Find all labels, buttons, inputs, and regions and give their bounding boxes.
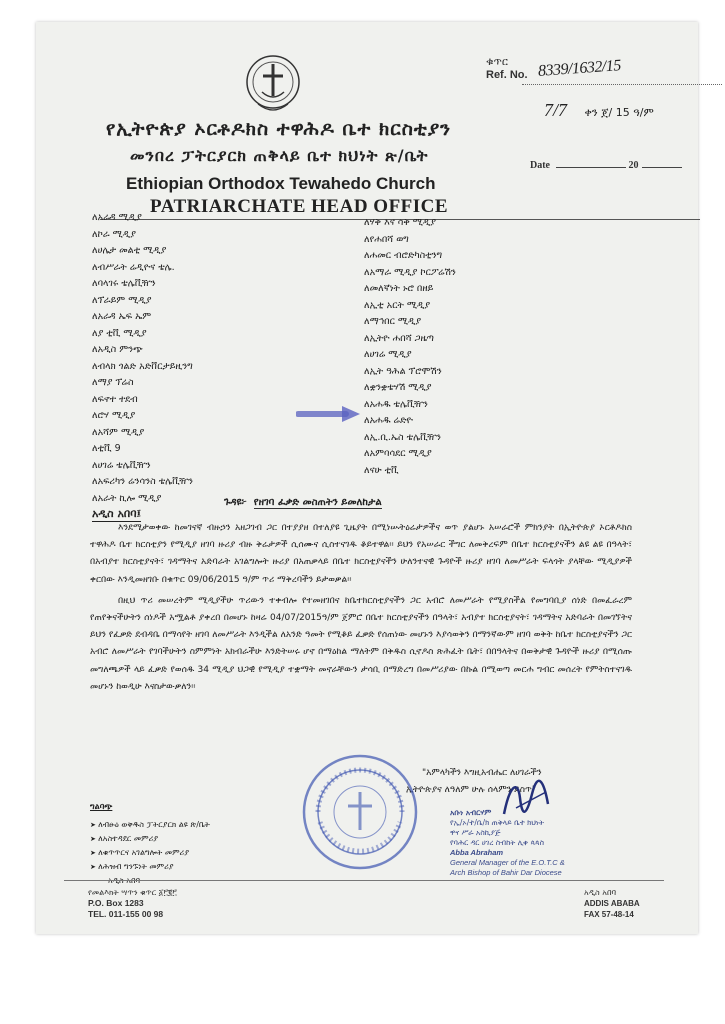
footer-address [584, 888, 640, 920]
recipient-item: ለማያ ፕሬስ [92, 377, 134, 388]
date-en-label: Date [530, 160, 550, 171]
subject-line [224, 497, 382, 508]
signatory-title-am: የባሕር ዳር ሀገረ ስብከት ሊቀ ጳጳስ [450, 838, 545, 847]
recipient-item: ለኢት ዓሕል ፕሮሞሽን [364, 365, 442, 377]
cc-label: ግልባጭ [90, 802, 113, 811]
recipient-item: ለአዲስ ምንጭ [92, 344, 143, 355]
subject-label: ጉዳዩ፦ [224, 497, 247, 508]
signatory-name-en: Abba Abraham [450, 848, 504, 857]
recipient-item: ለባላገሩ ቴሌቪዥን [92, 278, 156, 289]
recipient-item: ለየሐበሻ ወግ [364, 233, 409, 245]
cc-item: ➤ ለአስተዳደር መምሪያ [90, 832, 210, 846]
header-am-line2: መንበረ ፓትርያርክ ጠቅላይ ቤተ ክህነት ጽ/ቤት [130, 146, 429, 165]
signatory-title-am: የኢ/ኦ/ተ/ቤ/ክ ጠቅላይ ቤተ ክህነት [450, 818, 544, 827]
recipient-item: ለሀሌታ መልቲ ሚዲያ [92, 245, 167, 256]
footer-rule [64, 880, 664, 881]
recipient-item: ለብሥራት ሬዲዮና ቴሌ. [92, 261, 175, 273]
body-paragraph: እንደሚታወቀው ከመገናኛ ብዙኃን አዘጋገብ ጋር በተያያዘ በተለያዩ ጊዜያት በሚነሡትዕሬታዎችና ወጥ ያልሆኑ አሠራሮች ምክንያት በኢትዮጵያ ኦርቶዶክስ ተዋሕዶ ቤተ ክርስቲያን የሚዲያ ዘገባ ዙሪያ ብዙ ቅሬታዎች ሲሰሙና ሲስተናገዱ ቆይተዋል፡፡ ይህን የአሠራር ችግር ለመቅረፍም በቤተ ክርስቲያናችን ልዩ ልዩ በዓላት፣ በአብያተ ክርስቲያናት፣ ገዳማትና አድባራት አገልግሎት ዙሪያ በአጠቃላይ በቤተ ክርስቲያናችን ሁለንተናዊ ጉዳዮች ዙሪያ ዘገባ ለመሥራት ፍላጎት ያላቸው ሚዲያዎች ቀርበው እንዲመዘገቡ በቁጥር 09/06/2015 ዓ/ም ጥሪ ማቅረባችን ይታወቃል፡፡ [90, 523, 632, 585]
recipient-item: ለአሐዱ ሬድዮ [364, 415, 413, 426]
city-addis-ababa: አዲስ አበባ፤ [92, 507, 142, 520]
footer-city-am: አዲስ አበባ [584, 888, 617, 897]
recipients-right [364, 215, 456, 479]
arrow-pointer-icon [296, 404, 362, 424]
date-en-year: 20 [628, 160, 639, 171]
signature-block [450, 808, 565, 878]
recipient-item: ለአራዳ ሚዲያ [92, 212, 142, 223]
recipients-left [92, 210, 193, 524]
recipient-item: ለማኅበር ሚዲያ [364, 316, 422, 327]
signatory-title-en: General Manager of the E.O.T.C & [450, 858, 565, 867]
recipient-item: ለአራዳ ኤፍ ኤም [92, 311, 152, 322]
header-am-line1: የኢትዮጵያ ኦርቶዶክስ ተዋሕዶ ቤተ ክርስቲያን [106, 118, 452, 140]
recipient-item: ለኢ.ቢ.ኤስ ቴሌቪዥን [364, 431, 441, 443]
signatory-title-en: Arch Bishop of Bahir Dar Diocese [450, 868, 562, 877]
recipient-item: ለአፍሪካን ሬንሳንስ ቴሌቪዥን [92, 476, 193, 487]
recipient-item: ለመለኛነት ኑሮ በዘይ [364, 283, 434, 294]
signatory-title-am: ዋና ሥራ አስኪያጅ [450, 828, 501, 837]
signatory-name-am: አቡነ አብርሃም [450, 808, 492, 817]
recipient-item: ለያ ቲቪ ሚዲያ [92, 327, 147, 339]
recipient-item: ለሀገሬ ቴሌቪዥን [92, 459, 151, 471]
body-paragraph: በዚህ ጥሪ መሠረትም ሚዲያችሁ ጥሪውን ተቀብሎ የተመዘገበና ከቤተክርስቲያናችን ጋር አብሮ ለመሥራት የሚያስችል የመግባቢያ ሰነድ በመፈራረም የጠየቅናችሁትን ሰነዶች አሟልቶ ያቀረበ በመሆኑ ከዛሬ 04/07/2015ዓ/ም ጀምሮ በቤተ ክርስቲያናችን በዓላት፣ አብያተ ክርስቲያናት፣ ገዳማትና አድባራት በመገኘትና ይህን የፈቃድ ደብዳቤ በማሳየት ዘገባ ለመሥራት እንዲችል ለአንድ ዓመት የሚቆይ ፈቃድ የሰጠነው መሆኑን እያሳወቅን በማንኛውም ዘገባ ወቅት ከቤተ ክርስቲያናችን ጋር አብሮ ለመሥራት የገባችሁትን ስምምነት አክብራችሁ እንድትሠሩ ሆኖ በማዕከል ማለትም በቅዱስ ሲኖዶስ ጽሕፈት ቤት፣ በበዓላትና በወቅታዊ ጉዳዮች ዙሪያ በሚሰጡ መግለጫዎች ላይ ፈቃድ የወሰዱ 34 ሚዲያ ህጋዊ የሚዲያ ተቋማት መኖራቸውን ታሳቢ በማድረግ በመሥሪያው በኩል በሚወጣ መርሐ ግብር መሰረት የምትስተናገዱ መሆኑን ከወዲሁ እናስታውቃለን፡፡ [90, 595, 632, 692]
carbon-copy-list [90, 800, 210, 888]
recipient-item: ለብላክ ጎልድ አድቨርታይዚንግ [92, 360, 193, 372]
cc-item: ➤ ለብፁዕ ወቅዱስ ፓትርያርክ ልዩ ጽ/ቤት [90, 818, 210, 832]
footer-pobox: P.O. Box 1283 [88, 898, 144, 908]
ref-label-am: ቁጥር [486, 56, 508, 68]
date-am [544, 100, 654, 121]
recipient-item: ለፍኖተ ተደብ [92, 393, 138, 405]
date-am-handwritten: 7/7 [544, 100, 568, 120]
date-am-suffix: ቀን ጀ/ 15 ዓ/ም [584, 106, 654, 119]
closing-line: ኢትዮጵያና ለዓለም ሁሉ ሰላምን ይስጥ" [406, 785, 537, 795]
recipient-item: ለናሁ ቲቪ [364, 464, 399, 476]
cc-item: ➤ ለሕዝብ ግንኙነት መምሪያ [90, 860, 210, 874]
ref-value: 8339/1632/15 [537, 57, 622, 80]
recipient-item: ለአራት ኪሎ ሚዲያ [92, 492, 162, 504]
cc-item: ➤ ለቁጥጥርና አገልግሎት መምሪያ [90, 846, 210, 860]
recipient-item: ለሮሃ ሚዲያ [92, 410, 136, 421]
recipient-item: ለሐመር ብሮድካስቲንግ [364, 250, 443, 261]
recipient-item: ለኮራ ሚዲያ [92, 228, 136, 240]
recipient-item: ለአማራ ሚዲያ ኮርፖሬሽን [364, 266, 456, 278]
header-en-line2: PATRIARCHATE HEAD OFFICE [150, 196, 449, 217]
footer-tel: TEL. 011-155 00 98 [88, 909, 164, 919]
footer-city-en: ADDIS ABABA [584, 899, 640, 908]
recipient-item: ለአሻም ሚዲያ [92, 426, 145, 438]
cc-city: አዲስ አበባ [108, 876, 141, 885]
reference-number [486, 56, 622, 81]
church-emblem-icon [244, 52, 302, 118]
recipient-item: ለአሐዱ ቴሌቪዥን [364, 398, 428, 410]
official-stamp-icon [300, 752, 420, 872]
recipient-item: ለአምባሳደር ሚዲያ [364, 448, 432, 459]
recipient-item: ለቋንቋቴሃሽ ሚዲያ [364, 382, 432, 393]
recipient-item: ለኢቲ አርት ሚዲያ [364, 299, 431, 311]
footer-contact [88, 888, 177, 920]
letter-body [90, 520, 632, 700]
recipient-item: ለሃቅ እና ሳቅ ሚዲያ [364, 217, 436, 228]
closing-line: "አምላካችን እግዚአብሔር ለሀገራችን [422, 768, 542, 778]
footer-pobox-am: የመልእክት ሣጥን ቁጥር ፩፫፪፫ [88, 888, 177, 897]
recipient-item: ለቲቪ 9 [92, 443, 121, 454]
subject-text: የዘገባ ፈቃድ መስጠትን ይመለከታል [253, 497, 382, 508]
recipient-item: ለሀገሬ ሚዲያ [364, 349, 412, 360]
ref-label-en: Ref. No. [486, 69, 528, 81]
header-en-line1: Ethiopian Orthodox Tewahedo Church [126, 174, 436, 193]
date-en [530, 160, 685, 171]
recipient-item: ለኢትዮ ሐበሻ ጋዜጣ [364, 332, 434, 344]
recipient-item: ለፕራይም ሚዲያ [92, 294, 152, 306]
footer-fax: FAX 57-48-14 [584, 910, 634, 919]
